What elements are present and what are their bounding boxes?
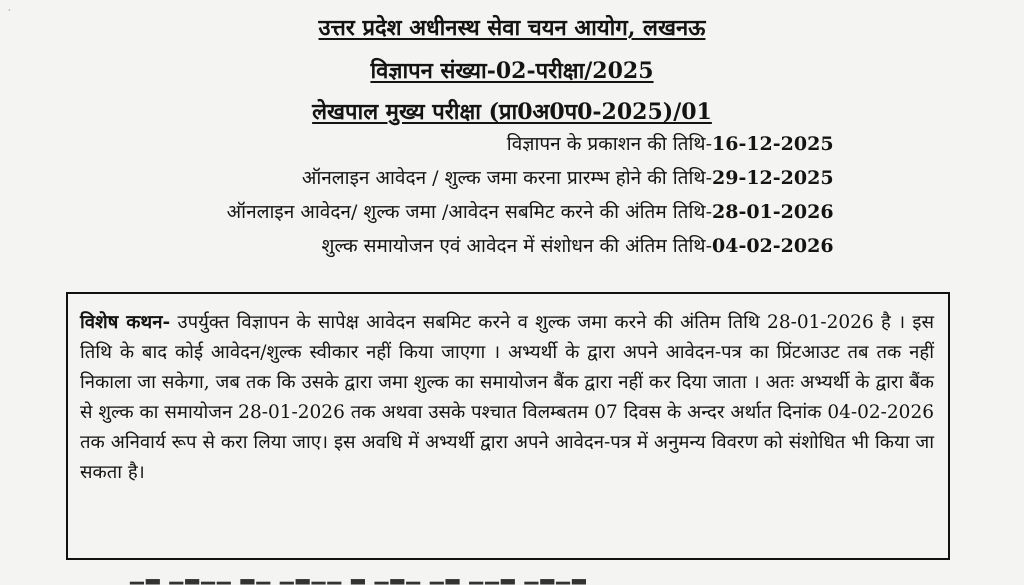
advertisement-number-text: विज्ञापन संख्या-02-परीक्षा/2025	[370, 58, 654, 84]
date-label: ऑनलाइन आवेदन/ शुल्क जमा /आवेदन सबमिट करने की अंतिम तिथि-	[226, 201, 712, 223]
date-value: 28-01-2026	[712, 201, 834, 223]
exam-title-text: लेखपाल मुख्य परीक्षा (प्रा0अ0प0-2025)/01	[312, 99, 712, 125]
exam-title	[0, 96, 1024, 126]
date-value: 29-12-2025	[712, 167, 834, 189]
notice-lead: विशेष कथन-	[80, 312, 171, 333]
corner-mark: ·	[8, 6, 11, 15]
commission-title-text: उत्तर प्रदेश अधीनस्थ सेवा चयन आयोग, लखनऊ	[318, 15, 706, 41]
advertisement-number	[0, 55, 1024, 85]
date-label: ऑनलाइन आवेदन / शुल्क जमा करना प्रारम्भ होने की तिथि-	[301, 167, 712, 189]
date-label: शुल्क समायोजन एवं आवेदन में संशोधन की अंतिम तिथि-	[321, 235, 712, 257]
notice-text: उपर्युक्त विज्ञापन के सापेक्ष आवेदन सबमिट करने व शुल्क जमा करने की अंतिम तिथि 28-01-2026 है । इस तिथि के बाद कोई आवेदन/शुल्क स्वीकार नहीं किया जाएगा । अभ्यर्थी के द्वारा अपने आवेदन-पत्र का प्रिंटआउट तब तक नहीं निकाला जा सकेगा, जब तक कि उसके द्वारा जमा शुल्क का समायोजन बैंक द्वारा नहीं कर दिया जाता । अतः अभ्यर्थी के द्वारा बैंक से शुल्क का समायोजन 28-01-2026 तक अथवा उसके पश्चात विलम्बतम 07 दिवस के अन्दर अर्थात दिनांक 04-02-2026 तक अनिवार्य रूप से करा लिया जाए। इस अवधि में अभ्यर्थी द्वारा अपने आवेदन-पत्र में अनुमन्य विवरण को संशोधित भी किया जा सकता है।	[80, 312, 934, 483]
important-dates	[150, 130, 840, 266]
commission-title	[0, 12, 1024, 42]
date-row-publication	[150, 130, 840, 164]
cut-off-text-line: ▁▂ ▁▂▁▁ ▂▁ ▁▂▁▁ ▂ ▁▂▁ ▁▂ ▁▁▂ ▁▂▁▂	[130, 564, 588, 585]
date-value: 16-12-2025	[712, 133, 834, 155]
special-notice-box	[66, 292, 950, 560]
date-row-fee-adjustment	[150, 232, 840, 266]
date-value: 04-02-2026	[712, 235, 834, 257]
date-label: विज्ञापन के प्रकाशन की तिथि-	[506, 133, 712, 155]
date-row-application-start	[150, 164, 840, 198]
date-row-last-date	[150, 198, 840, 232]
